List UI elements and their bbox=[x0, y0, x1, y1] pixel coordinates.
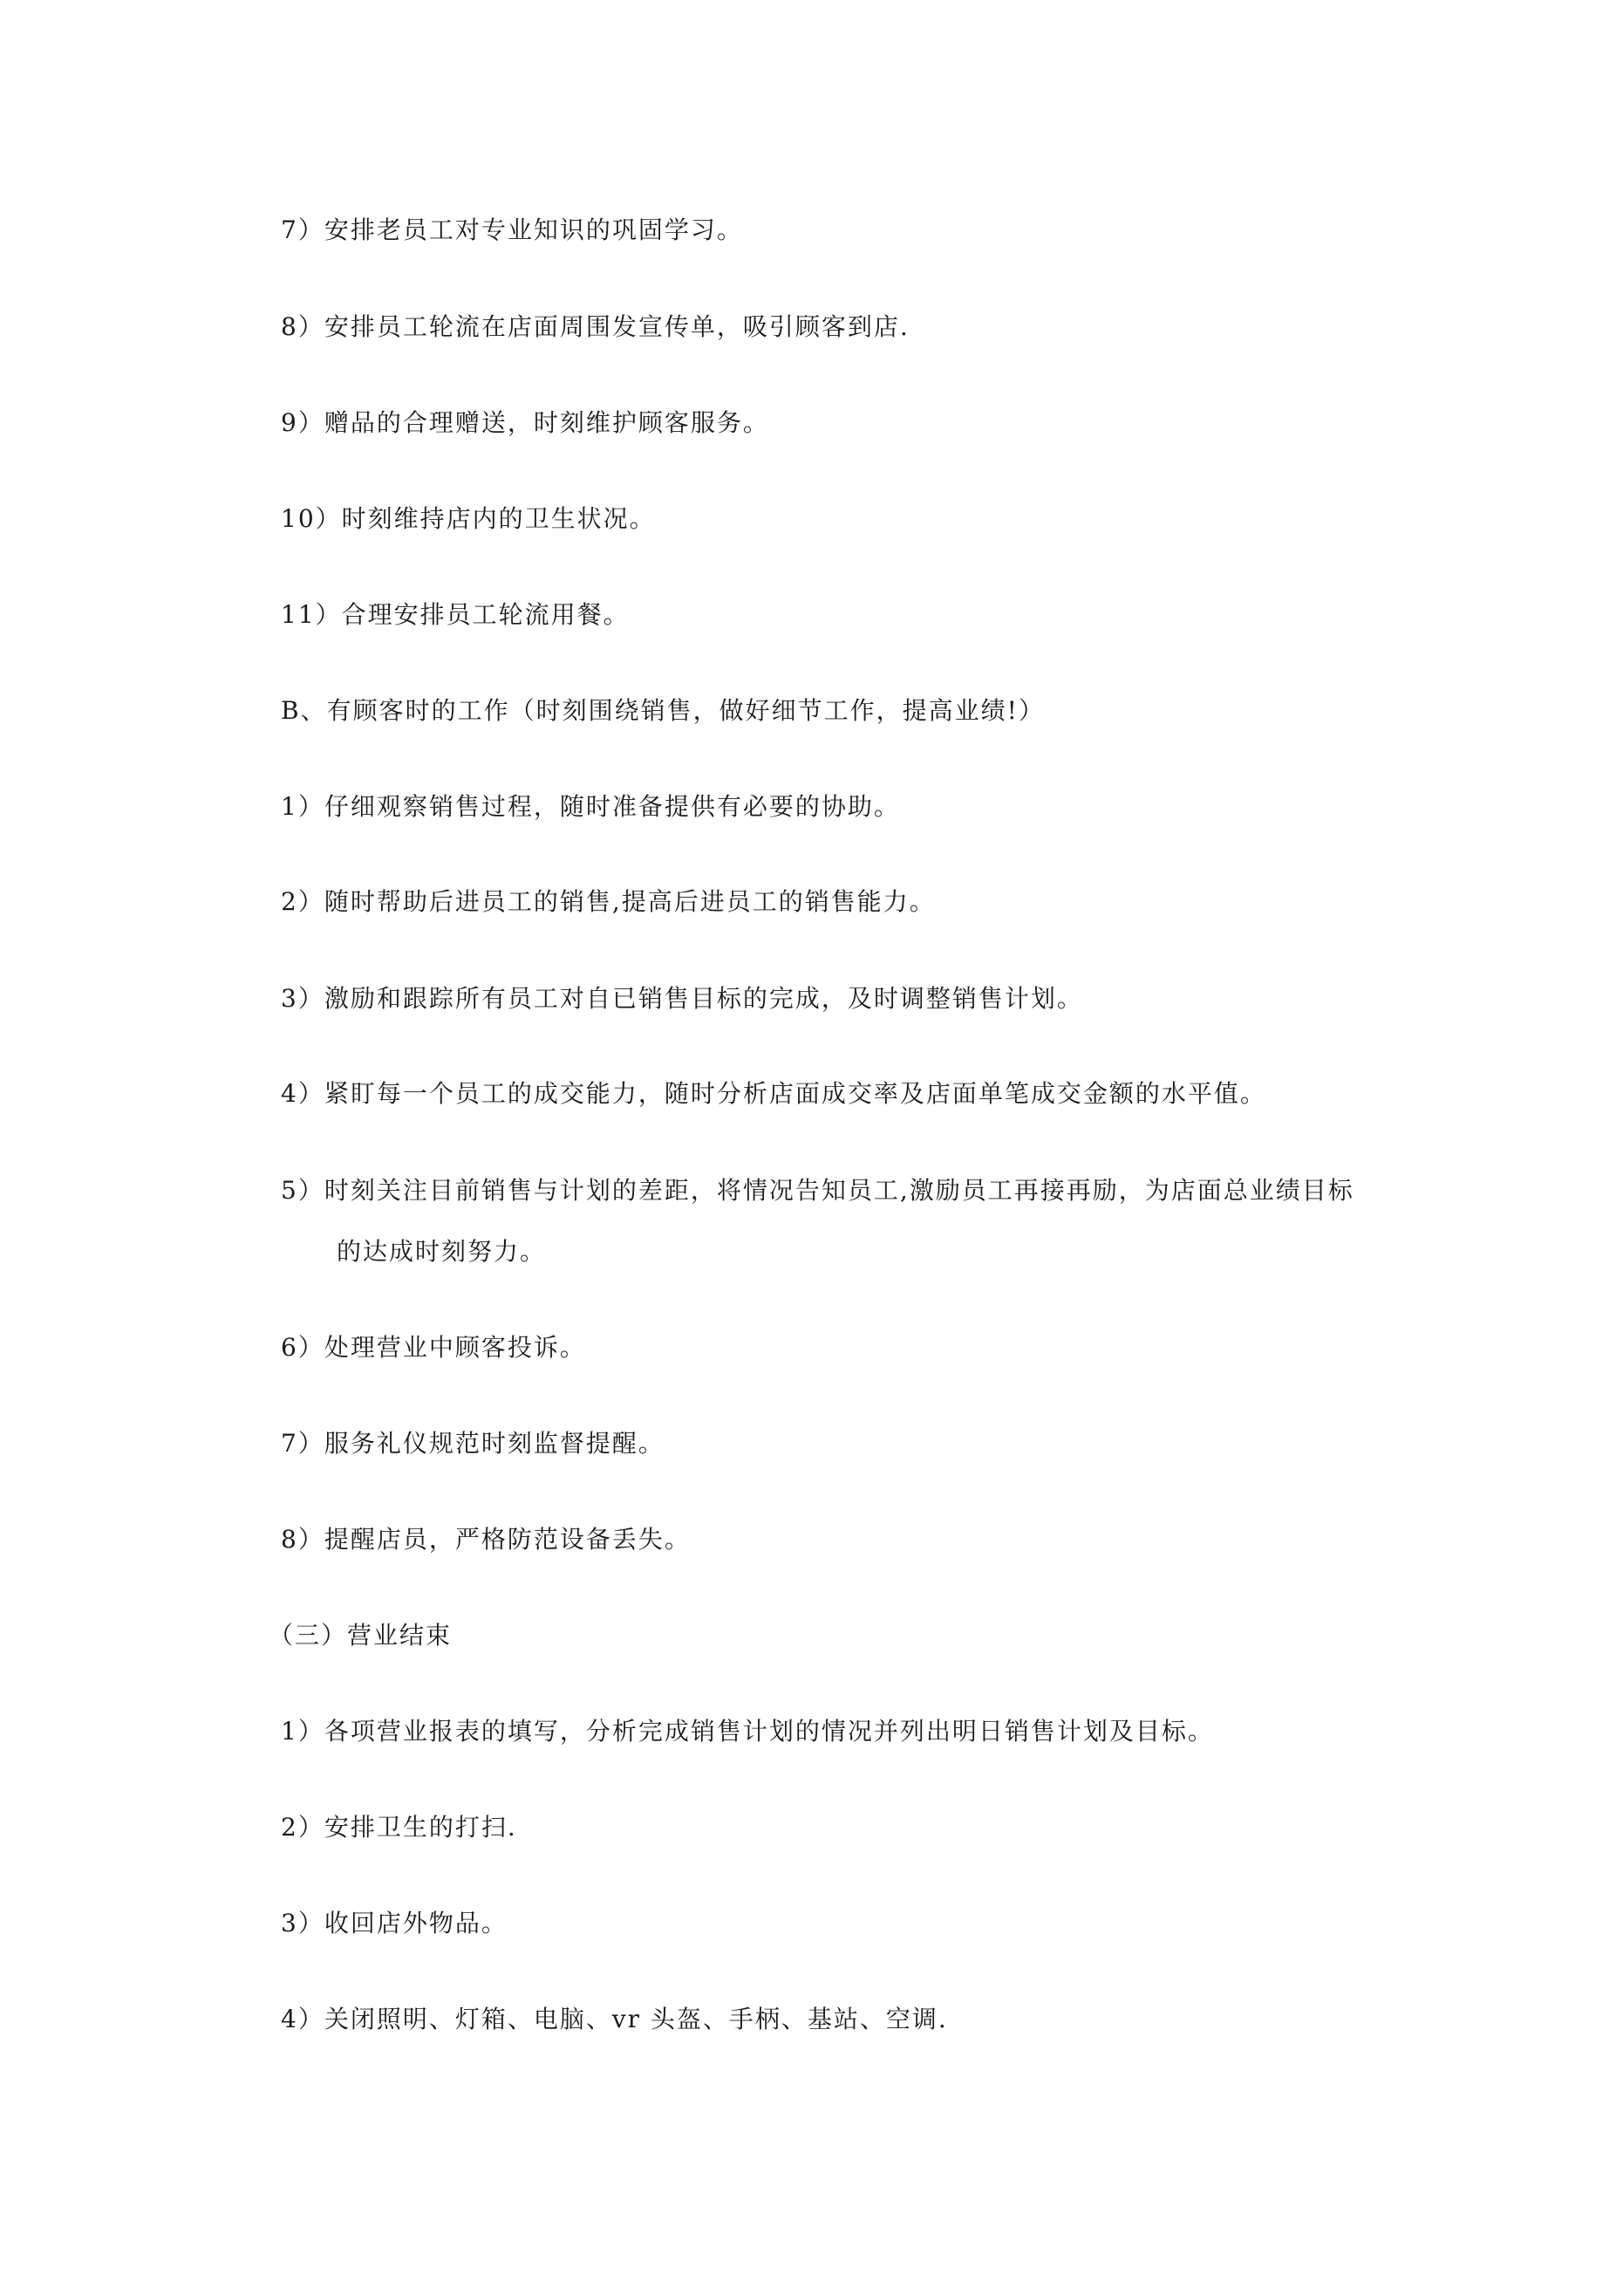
text-line: 2）随时帮助后进员工的销售,提高后进员工的销售能力。 bbox=[281, 887, 936, 916]
text-line: 8）提醒店员，严格防范设备丢失。 bbox=[281, 1525, 691, 1554]
text-line: 7）服务礼仪规范时刻监督提醒。 bbox=[281, 1429, 665, 1458]
text-line: 7）安排老员工对专业知识的巩固学习。 bbox=[281, 215, 743, 244]
text-line: 2）安排卫生的打扫. bbox=[281, 1813, 517, 1842]
text-line: 1）仔细观察销售过程，随时准备提供有必要的协助。 bbox=[281, 792, 900, 821]
text-line: 11）合理安排员工轮流用餐。 bbox=[281, 600, 630, 629]
text-line: 5）时刻关注目前销售与计划的差距，将情况告知员工,激励员工再接再励，为店面总业绩目标 bbox=[281, 1176, 1354, 1205]
text-line: 4）关闭照明、灯箱、电脑、vr 头盔、手柄、基站、空调. bbox=[281, 2005, 948, 2033]
text-line: 10）时刻维持店内的卫生状况。 bbox=[281, 504, 656, 533]
text-line: 8）安排员工轮流在店面周围发宣传单，吸引顾客到店. bbox=[281, 312, 910, 341]
text-line-continuation: 的达成时刻努力。 bbox=[337, 1237, 547, 1266]
text-line: 4）紧盯每一个员工的成交能力，随时分析店面成交率及店面单笔成交金额的水平值。 bbox=[281, 1079, 1266, 1108]
section-heading: （三）营业结束 bbox=[269, 1621, 453, 1650]
text-line: 3）激励和跟踪所有员工对自已销售目标的完成，及时调整销售计划。 bbox=[281, 984, 1083, 1013]
text-line: 3）收回店外物品。 bbox=[281, 1909, 508, 1937]
text-line: 1）各项营业报表的填写，分析完成销售计划的情况并列出明日销售计划及目标。 bbox=[281, 1717, 1214, 1746]
text-line: 9）赠品的合理赠送，时刻维护顾客服务。 bbox=[281, 408, 769, 437]
text-line: 6）处理营业中顾客投诉。 bbox=[281, 1333, 586, 1362]
text-line: B、有顾客时的工作（时刻围绕销售，做好细节工作，提高业绩!） bbox=[281, 696, 1045, 725]
